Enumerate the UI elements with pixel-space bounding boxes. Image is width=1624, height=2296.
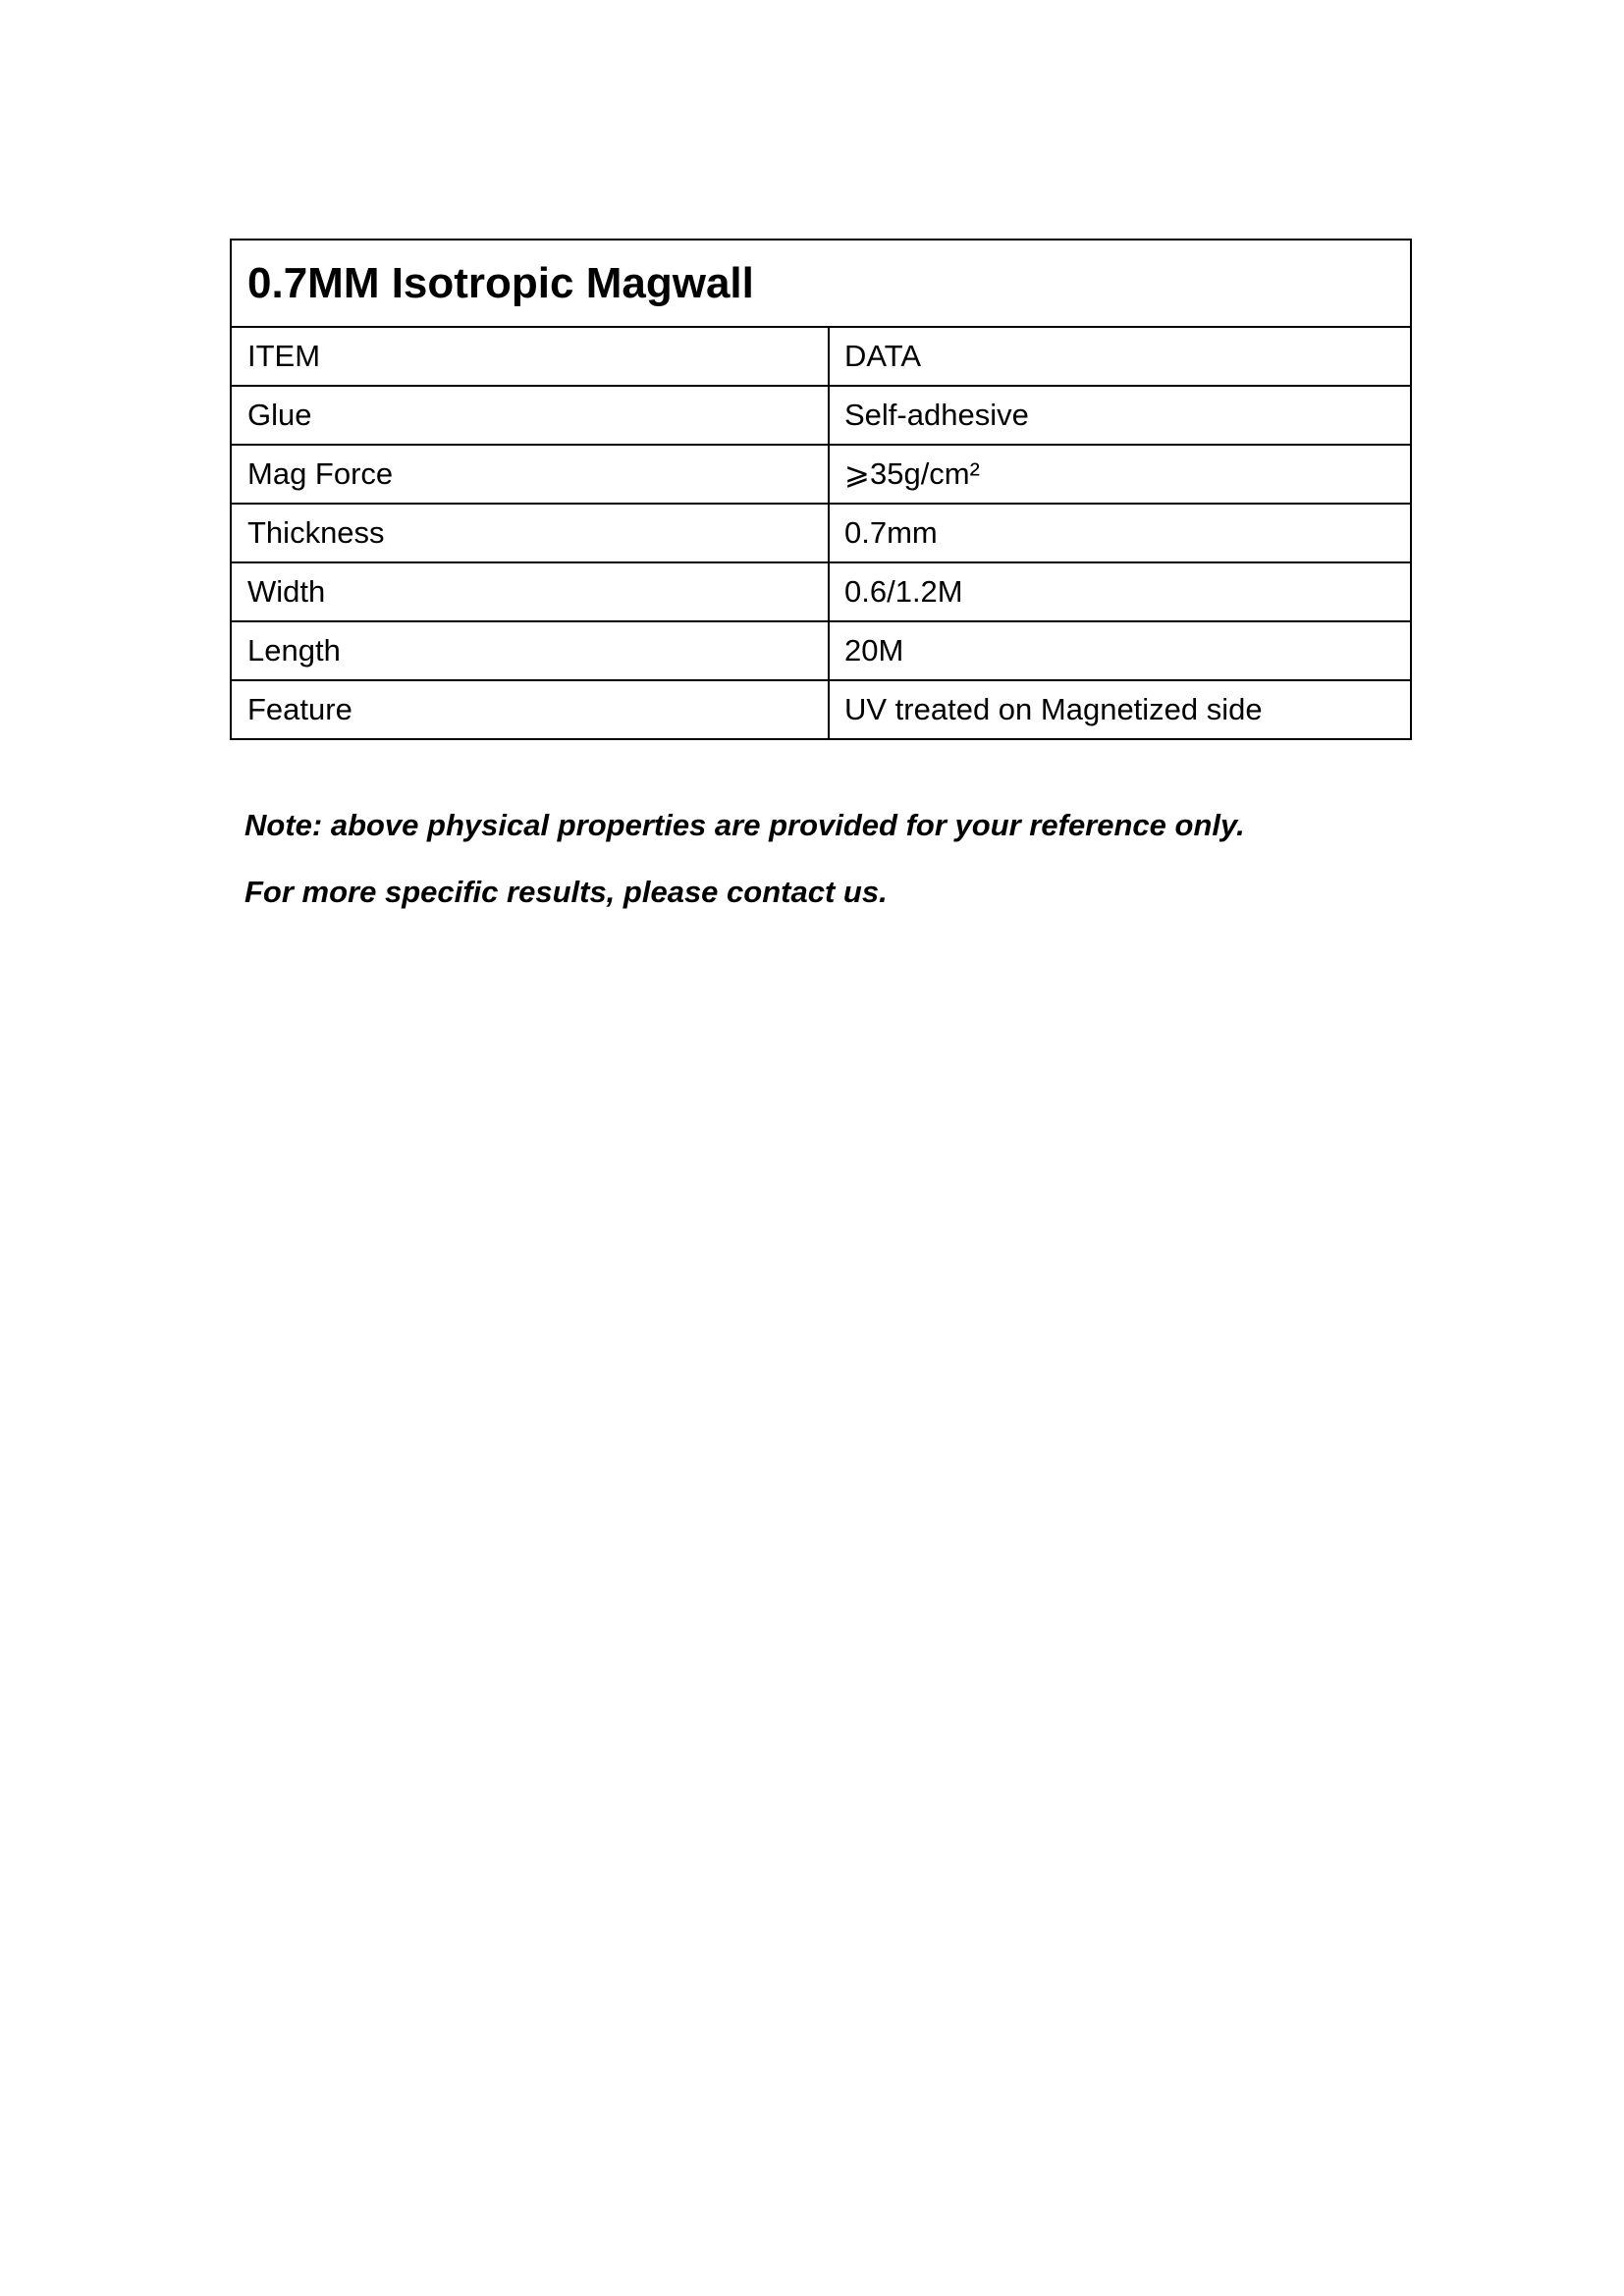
table-row-glue [232,387,1410,446]
table-row-header [232,328,1410,387]
note-line-2: For more specific results, please contact us. [244,875,888,909]
data-cell: UV treated on Magnetized side [844,692,1263,726]
table-row-width [232,563,1410,622]
data-cell: Self-adhesive [844,398,1029,432]
item-cell: Mag Force [232,446,830,503]
item-cell: Length [232,622,830,679]
data-cell: 20M [844,633,904,667]
data-cell: 0.6/1.2M [844,574,963,609]
table-row-mag-force [232,446,1410,505]
data-header-cell: DATA [844,339,922,373]
spec-table [230,239,1412,740]
table-row-thickness [232,505,1410,563]
data-cell: ⩾35g/cm² [844,456,980,491]
table-row-feature [232,681,1410,738]
note-line-1: Note: above physical properties are provided for your reference only. [244,808,1245,842]
item-cell: Glue [232,387,830,444]
item-header-cell: ITEM [232,328,830,385]
table-title: 0.7MM Isotropic Magwall [232,240,1410,328]
item-cell: Feature [232,681,830,738]
item-cell: Thickness [232,505,830,561]
table-row-length [232,622,1410,681]
item-cell: Width [232,563,830,620]
note-text [244,792,1245,926]
data-cell: 0.7mm [844,515,938,550]
